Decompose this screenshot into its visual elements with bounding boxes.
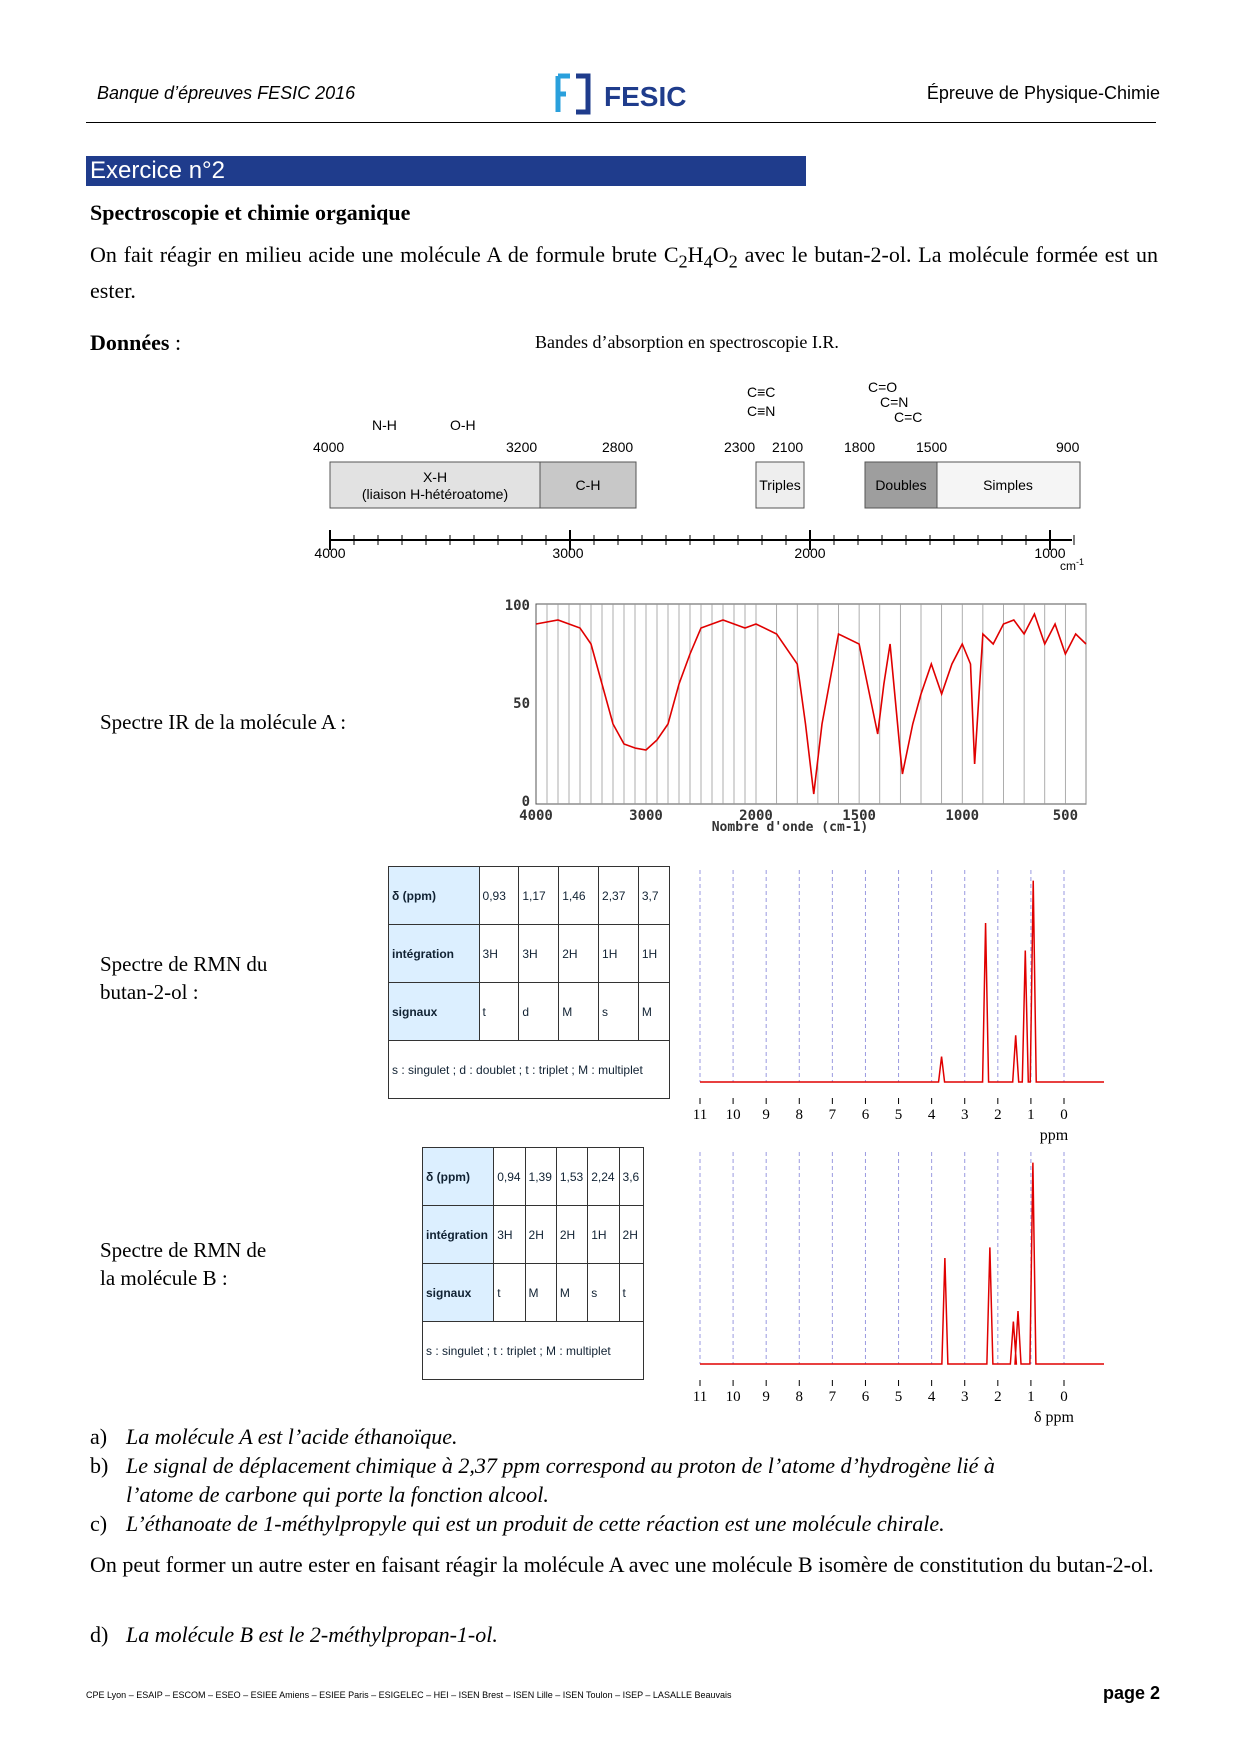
box-simples-label: Simples <box>983 477 1033 493</box>
nmr-spectrum-line <box>700 881 1104 1082</box>
intro-sub-3: 2 <box>728 251 738 272</box>
nmr-spectrum-line <box>700 1163 1104 1364</box>
nmr-xtick-label: 11 <box>692 1107 708 1123</box>
nmr-b-table: δ (ppm) 0,94 1,39 1,53 2,24 3,6 intégration 3H 2H 2H 1H 2H signaux t M M s t s : singulet ; t : triplet ; M : multiplet <box>422 1147 644 1380</box>
ir-xlabel: Nombre d'onde (cm-1) <box>711 820 869 835</box>
ir-xtick: 4000 <box>519 808 553 824</box>
nmr-xtick-label: 11 <box>692 1389 708 1405</box>
box-triples-label: Triples <box>759 477 801 493</box>
delta-header: δ (ppm) <box>423 1148 494 1206</box>
signals-header: signaux <box>389 983 480 1041</box>
ir-ytick-0: 0 <box>521 794 530 810</box>
exercise-title: Exercice n°2 <box>86 156 806 186</box>
nmr-xtick-label: 9 <box>762 1107 770 1123</box>
nmr-xtick-label: 6 <box>861 1107 870 1123</box>
integration-header: intégration <box>389 925 480 983</box>
nmr-xtick-label: 6 <box>861 1389 870 1405</box>
nmr-xlabel: ppm <box>1039 1127 1069 1144</box>
intro-o: O <box>712 242 729 267</box>
top-tick-2800: 2800 <box>602 439 634 455</box>
top-tick-900: 900 <box>1056 439 1080 455</box>
group-nh: N-H <box>372 417 397 433</box>
fesic-logo <box>556 72 706 116</box>
question-c: c) L’éthanoate de 1-méthylpropyle qui est un produit de cette réaction est une molécule chirale. <box>90 1511 945 1536</box>
ir-band-diagram <box>300 370 1120 580</box>
nmr-xtick-label: 9 <box>762 1389 770 1405</box>
intro-text-1: On fait réagir en milieu acide une molécule A de formule brute C <box>90 242 679 267</box>
nmr-butanol-chart <box>692 860 1140 1144</box>
nmr-xtick-label: 3 <box>960 1107 969 1123</box>
group-co-double: C=O <box>868 379 898 395</box>
footer-schools: CPE Lyon – ESAIP – ESCOM – ESEO – ESIEE Amiens – ESIEE Paris – ESIGELEC – HEI – ISEN Brest – ISEN Lille – ISEN Toulon – ISEP – LASALLE Beauvais <box>86 1690 732 1700</box>
axis-label-4000: 4000 <box>314 545 346 561</box>
legend-cell: s : singulet ; d : doublet ; t : triplet ; M : multiplet <box>389 1041 670 1099</box>
ir-ytick-100: 100 <box>504 598 530 614</box>
ir-xtick: 2000 <box>739 808 773 824</box>
ir-ytick-50: 50 <box>513 696 530 712</box>
nmr-butanol-table: δ (ppm) 0,93 1,17 1,46 2,37 3,7 intégration 3H 3H 2H 1H 1H signaux t d M s M s : singulet ; d : doublet ; t : triplet ; M : multiplet <box>388 866 670 1099</box>
between-paragraph: On peut former un autre ester en faisant réagir la molécule A avec une molécule B isomère de constitution du butan-2-ol. <box>90 1552 1154 1577</box>
ir-spectrum-label: Spectre IR de la molécule A : <box>100 710 347 734</box>
nmr-xtick-label: 2 <box>994 1389 1002 1405</box>
box-xh-label: X-H <box>422 469 448 485</box>
section-title: Spectroscopie et chimie organique <box>90 200 411 225</box>
nmr-xtick-label: 4 <box>927 1389 936 1405</box>
delta-header: δ (ppm) <box>389 867 480 925</box>
top-tick-1800: 1800 <box>844 439 876 455</box>
nmr-xtick-label: 10 <box>725 1389 741 1405</box>
signals-header: signaux <box>423 1264 494 1322</box>
question-a: a) La molécule A est l’acide éthanoïque. <box>90 1424 458 1449</box>
nmr-xtick-label: 1 <box>1027 1389 1035 1405</box>
ir-xtick: 500 <box>1052 808 1079 824</box>
intro-sub-1: 2 <box>678 251 688 272</box>
nmr-xtick-label: 5 <box>894 1107 903 1123</box>
nmr-xtick-label: 5 <box>894 1389 903 1405</box>
nmr-xlabel: δ ppm <box>1034 1409 1074 1426</box>
nmr-xtick-label: 4 <box>927 1107 936 1123</box>
ir-spectrum-chart <box>490 596 1110 846</box>
nmr-xtick-label: 0 <box>1060 1389 1068 1405</box>
nmr-xtick-label: 1 <box>1027 1107 1035 1123</box>
axis-label-2000: 2000 <box>794 545 826 561</box>
header-right: Épreuve de Physique-Chimie <box>926 83 1160 103</box>
question-d: d) La molécule B est le 2-méthylpropan-1-ol. <box>90 1622 498 1647</box>
question-b: b) Le signal de déplacement chimique à 2,37 ppm correspond au proton de l’atome d’hydrogène lié à l’atome de carbone qui porte la fonction alcool. <box>90 1453 995 1507</box>
box-xh-sublabel: (liaison H-hétéroatome) <box>361 486 509 502</box>
nmr-xtick-label: 2 <box>994 1107 1002 1123</box>
intro-h: H <box>687 242 704 267</box>
nmr-b-label: Spectre de RMN de la molécule B : <box>100 1238 267 1290</box>
top-tick-2100: 2100 <box>772 439 804 455</box>
box-doubles-label: Doubles <box>875 477 927 493</box>
ir-table-caption: Bandes d’absorption en spectroscopie I.R. <box>535 332 839 352</box>
axis-unit: $cm^{-1}$ <box>1059 557 1085 573</box>
nmr-xtick-label: 8 <box>795 1389 804 1405</box>
header-divider <box>86 122 1156 123</box>
nmr-xtick-label: 7 <box>828 1389 837 1405</box>
nmr-xtick-label: 8 <box>795 1107 804 1123</box>
intro-text-2: avec le butan-2-ol. La molécule formée est un ester. <box>90 242 1158 304</box>
donnees-label: Données : <box>90 330 182 355</box>
legend-cell: s : singulet ; t : triplet ; M : multiplet <box>423 1322 644 1380</box>
group-oh: O-H <box>450 417 476 433</box>
ir-xtick: 1000 <box>945 808 980 824</box>
page-number: page 2 <box>1102 1683 1160 1703</box>
group-cc-double: C=C <box>894 409 923 425</box>
ir-xtick: 3000 <box>629 808 663 824</box>
axis-label-1000: 1000 <box>1034 545 1066 561</box>
header-left: Banque d’épreuves FESIC 2016 <box>97 83 356 103</box>
group-cn-triple: C≡N <box>747 403 776 419</box>
top-tick-4000: 4000 <box>313 439 345 455</box>
ir-xtick: 1500 <box>842 808 876 824</box>
box-ch-label: C-H <box>575 477 601 493</box>
nmr-b-chart <box>692 1142 1140 1426</box>
nmr-xtick-label: 10 <box>725 1107 741 1123</box>
top-tick-3200: 3200 <box>506 439 538 455</box>
group-cn-double: C=N <box>880 394 909 410</box>
intro-paragraph <box>90 240 1158 305</box>
nmr-xtick-label: 0 <box>1060 1107 1068 1123</box>
fesic-logo-icon <box>556 72 706 116</box>
fesic-logo-text: FESIC <box>604 81 687 112</box>
nmr-xtick-label: 7 <box>828 1107 837 1123</box>
axis-label-3000: 3000 <box>552 545 584 561</box>
group-cc-triple: C≡C <box>747 384 776 400</box>
intro-sub-2: 4 <box>703 251 713 272</box>
integration-header: intégration <box>423 1206 494 1264</box>
nmr-butanol-label: Spectre de RMN du butan-2-ol : <box>100 952 268 1004</box>
top-tick-2300: 2300 <box>724 439 756 455</box>
top-tick-1500: 1500 <box>916 439 948 455</box>
nmr-xtick-label: 3 <box>960 1389 969 1405</box>
